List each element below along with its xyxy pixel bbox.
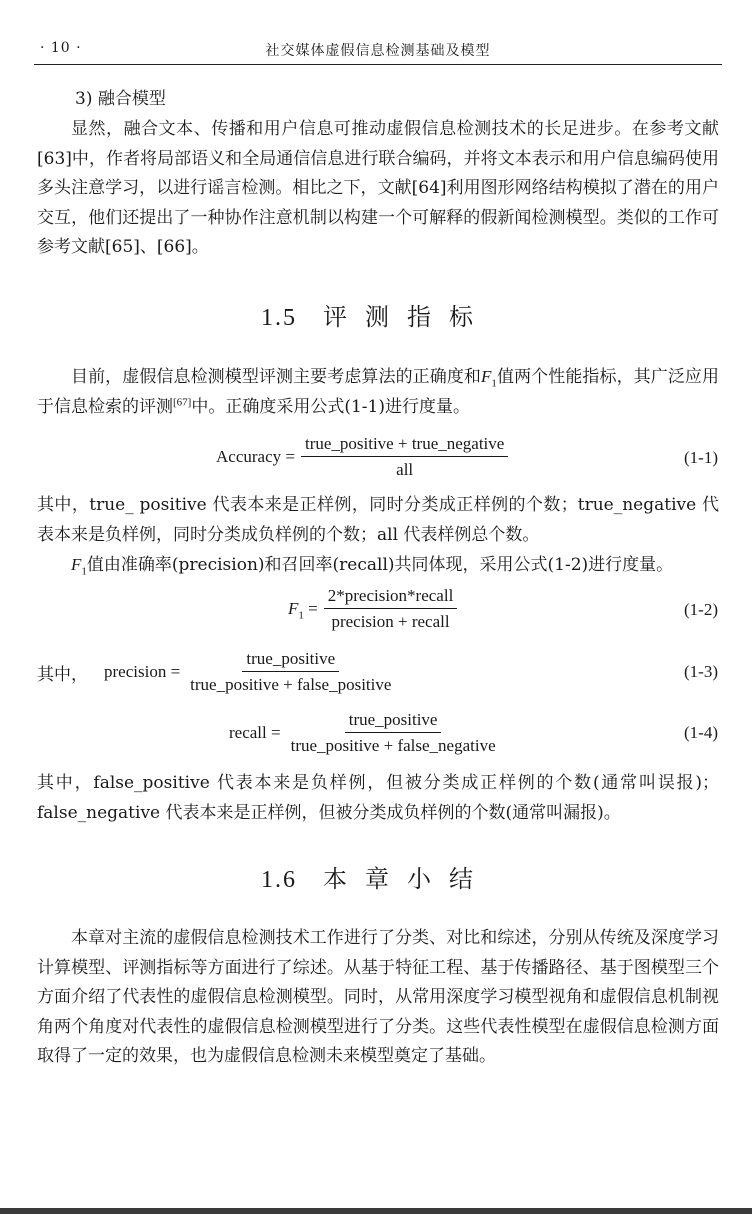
equation-lhs: Accuracy = [216, 447, 295, 466]
f1-subscript: 1 [491, 377, 497, 390]
f1-intro-paragraph [37, 550, 719, 581]
fraction [324, 586, 458, 632]
f1-subscript: 1 [81, 565, 87, 578]
text-run: 中。正确度采用公式(1-1)进行度量。 [191, 396, 470, 417]
section-number: 1.6 [261, 867, 297, 893]
section-number: 1.5 [261, 305, 297, 331]
fraction-denominator: all [396, 460, 414, 479]
accuracy-explanation-paragraph: 其中，true_ positive 代表本来是正样例，同时分类成正样例的个数；true_negative 代表本来是负样例，同时分类成负样例的个数；all 代表样例总个数。 [37, 495, 719, 545]
fraction-denominator: true_positive + false_positive [190, 675, 392, 694]
section-heading-1-5 [0, 297, 752, 332]
fraction-denominator: precision + recall [331, 612, 450, 631]
text-run: 目前，虚假信息检测模型评测主要考虑算法的正确度和 [71, 367, 482, 387]
equation-accuracy [216, 434, 508, 480]
citation-67: [67] [173, 395, 192, 408]
evaluation-intro-paragraph [37, 362, 719, 422]
equation-number: (1-3) [684, 662, 718, 681]
page-number: · 10 · [40, 40, 82, 56]
page-header [34, 36, 722, 65]
equation-number: (1-4) [684, 723, 718, 742]
text-run: 值由准确率(precision)和召回率(recall)共同体现，采用公式(1-2)进行度量。 [86, 555, 674, 575]
fraction-denominator: true_positive + false_negative [290, 736, 496, 755]
section-title: 评测指标 [323, 303, 491, 331]
equation-lhs: recall = [229, 723, 281, 742]
text-run: 值两个性能指标，其广泛应用于信息检索的评测 [37, 367, 719, 417]
equation-recall [229, 710, 500, 756]
fraction [287, 710, 500, 756]
equation-number: (1-1) [684, 448, 718, 467]
equation-lhs [288, 599, 318, 622]
fraction-numerator: true_positive + true_negative [301, 434, 508, 457]
f1-subscript: 1 [298, 609, 304, 622]
fusion-paragraph: 显然，融合文本、传播和用户信息可推动虚假信息检测技术的长足进步。在参考文献[63]中，作者将局部语义和全局通信信息进行联合编码，并将文本表示和用户信息编码使用多头注意学习，以进行谣言检测。相比之下，文献[64]利用图形网络结构模拟了潜在的用户交互，他们还提出了一种协作注意机制以构建一个可解释的假新闻检测模型。类似的工作可参考文献[65]、[66]。 [37, 119, 719, 258]
fraction-numerator: true_positive [345, 710, 442, 733]
fraction-numerator: 2*precision*recall [324, 586, 458, 609]
equation-prefix: 其中， [37, 664, 88, 685]
equation-precision [37, 649, 395, 695]
page-bottom-border [0, 1208, 752, 1214]
summary-paragraph: 本章对主流的虚假信息检测技术工作进行了分类、对比和综述，分别从传统及深度学习计算模型、评测指标等方面进行了综述。从基于特征工程、基于传播路径、基于图模型三个方面介绍了代表性的虚假信息检测模型。同时，从常用深度学习模型视角和虚假信息机制视角两个角度对代表性的虚假信息检测模型进行了分类。这些代表性模型在虚假信息检测方面取得了一定的效果，也为虚假信息检测未来模型奠定了基础。 [37, 928, 719, 1067]
equation-f1 [288, 586, 457, 632]
subsection-heading-fusion: 3) 融合模型 [75, 89, 166, 109]
f1-symbol: F [288, 599, 299, 618]
fraction-numerator: true_positive [242, 649, 339, 672]
equals-sign: = [308, 599, 318, 618]
section-heading-1-6 [0, 859, 752, 894]
fraction [186, 649, 395, 695]
equation-number: (1-2) [684, 600, 718, 619]
f1-symbol: F [481, 367, 492, 386]
fraction [301, 434, 508, 480]
section-title: 本章小结 [323, 865, 491, 893]
f1-symbol: F [71, 555, 82, 574]
equation-lhs: precision = [104, 662, 181, 681]
recall-explanation-paragraph: 其中，false_positive 代表本来是负样例，但被分类成正样例的个数(通常叫误报)；false_negative 代表本来是正样例，但被分类成负样例的个数(通常叫漏报)。 [37, 773, 719, 823]
running-title: 社交媒体虚假信息检测基础及模型 [265, 43, 491, 59]
